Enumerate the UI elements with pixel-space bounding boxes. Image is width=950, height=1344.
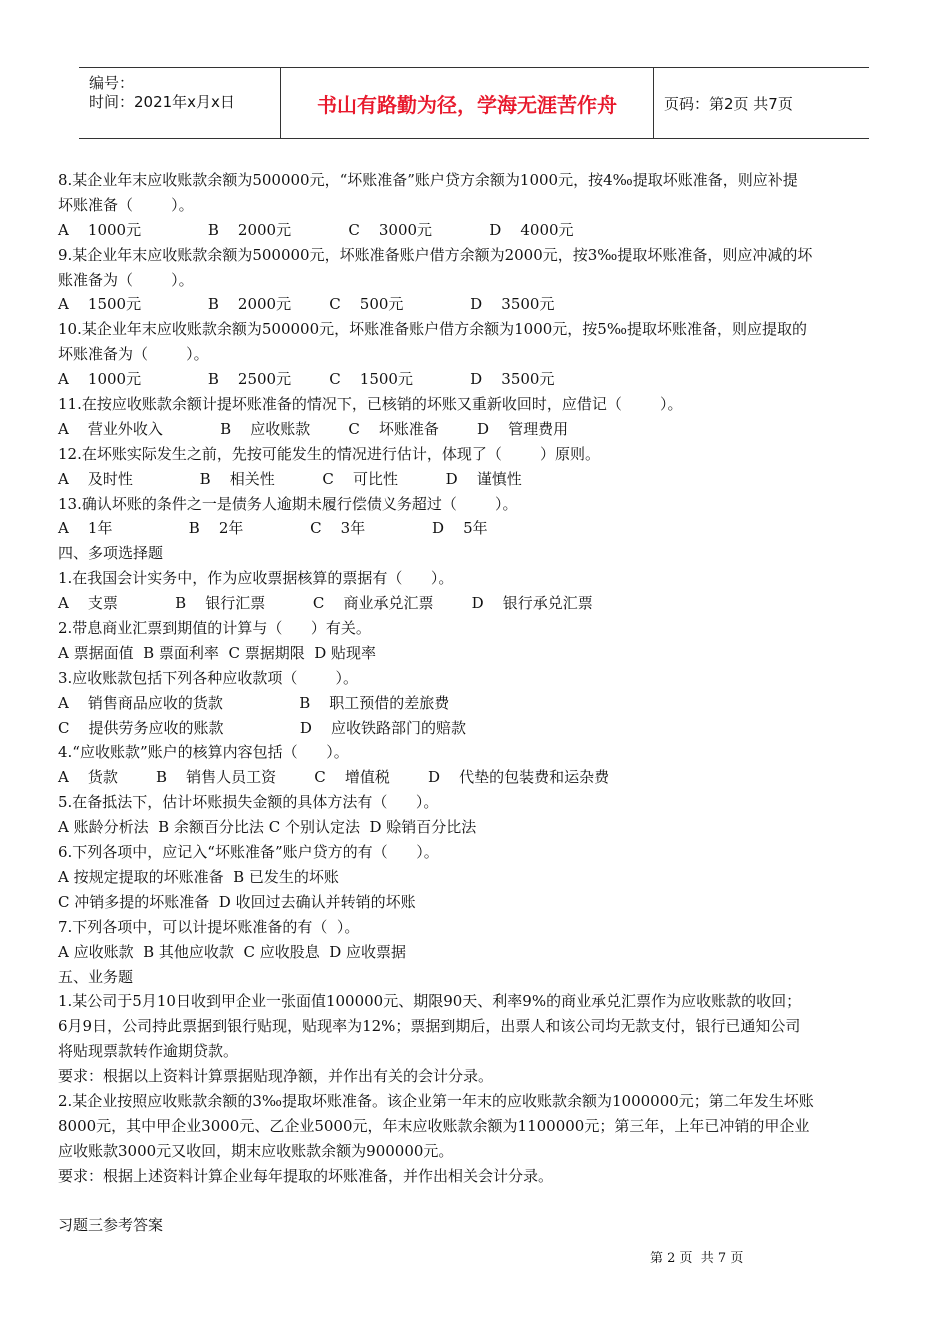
text-line: A 1500元 B 2000元 C 500元 D 3500元: [58, 295, 555, 314]
text-line: 2.带息商业汇票到期值的计算与（ ）有关。: [58, 619, 371, 638]
text-line: 12.在坏账实际发生之前，先按可能发生的情况进行估计，体现了（ ）原则。: [58, 444, 601, 463]
doc-number-label: 编号：: [89, 74, 135, 92]
text-line: 1.某公司于5月10日收到甲企业一张面值100000元、期限90天、利率9%的商业承兑汇票作为应收账款的收回；: [58, 992, 802, 1011]
text-line: A 销售商品应收的货款 B 职工预借的差旅费: [58, 693, 450, 712]
text-line: 6月9日，公司持此票据到银行贴现，贴现率为12%；票据到期后，出票人和该公司均无款支付，银行已通知公司: [58, 1017, 801, 1036]
text-line: 要求：根据以上资料计算票据贴现净额，并作出有关的会计分录。: [58, 1067, 494, 1086]
text-line: 6.下列各项中，应记入“坏账准备”账户贷方的有（ ）。: [58, 843, 439, 862]
text-line: A 1000元 B 2500元 C 1500元 D 3500元: [58, 370, 555, 389]
text-line: 5.在备抵法下，估计坏账损失金额的具体方法有（ ）。: [58, 793, 439, 812]
text-line: 习题三参考答案: [58, 1216, 164, 1235]
text-line: 13.确认坏账的条件之一是债务人逾期未履行偿债义务超过（ ）。: [58, 494, 518, 513]
text-line: 7.下列各项中，可以计提坏账准备的有（ ）。: [58, 917, 360, 936]
text-line: A 1000元 B 2000元 C 3000元 D 4000元: [58, 220, 574, 239]
text-line: A 应收账款 B 其他应收款 C 应收股息 D 应收票据: [58, 942, 407, 961]
text-line: 11.在按应收账款余额计提坏账准备的情况下，已核销的坏账又重新收回时，应借记（ ）。: [58, 395, 683, 414]
text-line: 坏账准备（ ）。: [58, 195, 194, 214]
page-header: [79, 67, 869, 139]
text-line: 8.某企业年末应收账款余额为500000元，“坏账准备”账户贷方余额为1000元，按4‰提取坏账准备，则应补提: [58, 171, 798, 189]
header-page-code: 页码：第2页 共7页: [664, 94, 793, 113]
text-line: C 冲销多提的坏账准备 D 收回过去确认并转销的坏账: [58, 892, 416, 911]
text-line: 9.某企业年末应收账款余额为500000元，坏账准备账户借方余额为2000元，按3‰提取坏账准备，则应冲减的坏: [58, 245, 813, 264]
text-line: A 票据面值 B 票面利率 C 票据期限 D 贴现率: [58, 643, 377, 662]
text-line: 坏账准备为（ ）。: [58, 345, 209, 364]
text-line: C 提供劳务应收的账款 D 应收铁路部门的赔款: [58, 718, 466, 737]
text-line: A 按规定提取的坏账准备 B 已发生的坏账: [58, 867, 339, 886]
text-line: 要求：根据上述资料计算企业每年提取的坏账准备，并作出相关会计分录。: [58, 1166, 554, 1185]
text-line: 8000元，其中甲企业3000元、乙企业5000元，年末应收账款余额为1100000元；第三年，上年已冲销的甲企业: [58, 1116, 810, 1135]
text-line: A 及时性 B 相关性 C 可比性 D 谨慎性: [58, 469, 522, 488]
text-line: 2.某企业按照应收账款余额的3‰提取坏账准备。该企业第一年末的应收账款余额为1000000元；第二年发生坏账: [58, 1091, 814, 1110]
text-line: [58, 1189, 894, 1214]
text-line: A 支票 B 银行汇票 C 商业承兑汇票 D 银行承兑汇票: [58, 594, 593, 613]
text-line: 五、业务题: [58, 967, 134, 986]
text-line: 10.某企业年末应收账款余额为500000元，坏账准备账户借方余额为1000元，按5‰提取坏账准备，则应提取的: [58, 320, 807, 339]
text-line: 应收账款3000元又收回，期末应收账款余额为900000元。: [58, 1141, 454, 1160]
text-line: 4.“应收账款”账户的核算内容包括（ ）。: [58, 743, 349, 762]
text-line: 将贴现票款转作逾期贷款。: [58, 1042, 239, 1061]
text-line: 1.在我国会计实务中，作为应收票据核算的票据有（ ）。: [58, 569, 454, 588]
page-footer: 第 2 页 共 7 页: [650, 1251, 744, 1266]
text-line: 3.应收账款包括下列各种应收款项（ ）。: [58, 668, 358, 687]
header-motto: 书山有路勤为径，学海无涯苦作舟: [281, 68, 654, 138]
text-line: A 1年 B 2年 C 3年 D 5年: [58, 519, 488, 538]
text-line: 账准备为（ ）。: [58, 270, 194, 289]
text-line: A 营业外收入 B 应收账款 C 坏账准备 D 管理费用: [58, 419, 569, 438]
text-line: 四、多项选择题: [58, 544, 164, 563]
doc-date-label: 时间：2021年x月x日: [89, 93, 235, 111]
text-line: A 账龄分析法 B 余额百分比法 C 个别认定法 D 赊销百分比法: [58, 818, 477, 837]
header-meta: [79, 68, 281, 138]
text-line: A 货款 B 销售人员工资 C 增值税 D 代垫的包装费和运杂费: [58, 768, 610, 787]
document-body: [58, 168, 894, 1238]
